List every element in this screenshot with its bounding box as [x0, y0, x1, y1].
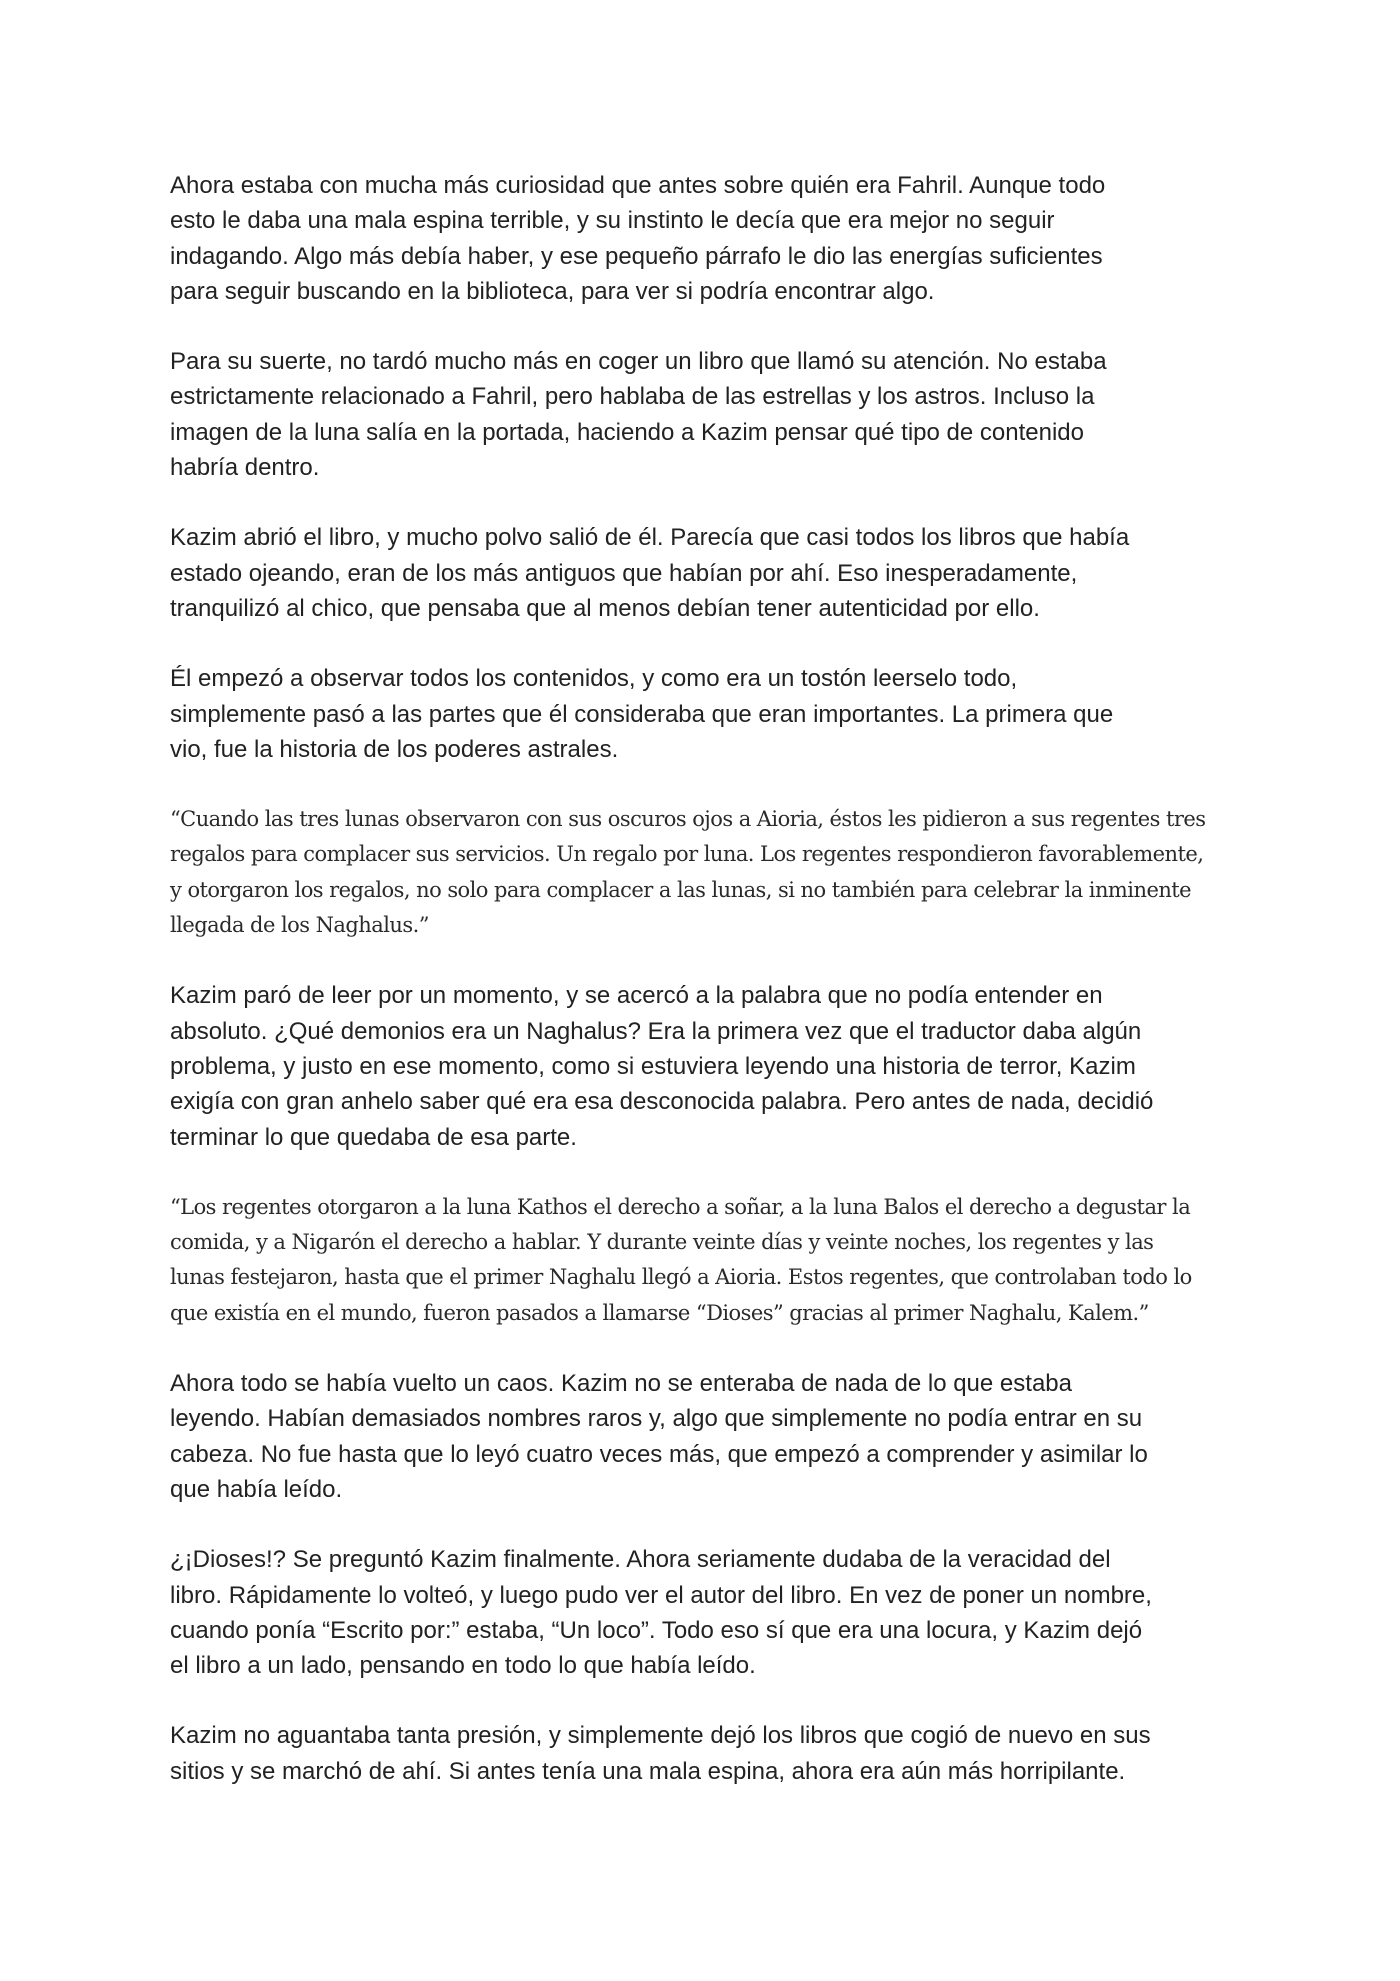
paragraph-2: Para su suerte, no tardó mucho más en coger un libro que llamó su atención. No estaba estrictamente relacionado a Fahril, pero hablaba de las estrellas y los astros. Incluso la imagen de la luna salía en la portada, haciendo a Kazim pensar qué tipo de contenido habría dentro.	[170, 348, 1107, 482]
paragraph-4: Él empezó a observar todos los contenidos, y como era un tostón leerselo todo, simplemente pasó a las partes que él consideraba que eran importantes. La primera que vio, fue la historia de los poderes astrales.	[170, 665, 1114, 763]
paragraph-3: Kazim abrió el libro, y mucho polvo salió de él. Parecía que casi todos los libros que había estado ojeando, eran de los más antiguos que habían por ahí. Eso inesperadamente, tranquilizó al chico, que pensaba que al menos debían tener autenticidad por ello.	[170, 524, 1130, 622]
paragraph-6: Ahora todo se había vuelto un caos. Kazim no se enteraba de nada de lo que estaba leyendo. Habían demasiados nombres raros y, algo que simplemente no podía entrar en su cabeza. No fue hasta que lo leyó cuatro veces más, que empezó a comprender y asimilar lo que había leído.	[170, 1370, 1148, 1503]
paragraph-1: Ahora estaba con mucha más curiosidad que antes sobre quién era Fahril. Aunque todo esto le daba una mala espina terrible, y su instinto le decía que era mejor no seguir indagando. Algo más debía haber, y ese pequeño párrafo le dio las energías suficientes para seguir buscando en la biblioteca, para ver si podría encontrar algo.	[170, 172, 1106, 305]
quote-paragraph-2: “Los regentes otorgaron a la luna Kathos el derecho a soñar, a la luna Balos el derecho a degustar la comida, y a Nigarón el derecho a hablar. Y durante veinte días y veinte noches, los regentes y las lunas festejaron, hasta que el primer Naghalu llegó a Aioria. Estos regentes, que controlaban todo lo que existía en el mundo, fueron pasados a llamarse “Dioses” gracias al primer Naghalu, Kalem.”	[170, 1194, 1192, 1325]
paragraph-8: Kazim no aguantaba tanta presión, y simplemente dejó los libros que cogió de nuevo en sus sitios y se marchó de ahí. Si antes tenía una mala espina, ahora era aún más horripilante.	[170, 1722, 1151, 1785]
quote-paragraph-1: “Cuando las tres lunas observaron con sus oscuros ojos a Aioria, éstos les pidieron a sus regentes tres regalos para complacer sus servicios. Un regalo por luna. Los regentes respondieron favorablemente, y otorgaron los regalos, no solo para complacer a las lunas, si no también para celebrar la inminente llegada de los Naghalus.”	[170, 807, 1206, 938]
document-page	[170, 168, 1250, 1824]
paragraph-7: ¿¡Dioses!? Se preguntó Kazim finalmente. Ahora seriamente dudaba de la veracidad del libro. Rápidamente lo volteó, y luego pudo ver el autor del libro. En vez de poner un nombre, cuando ponía “Escrito por:” estaba, “Un loco”. Todo eso sí que era una locura, y Kazim dejó el libro a un lado, pensando en todo lo que había leído.	[170, 1546, 1152, 1680]
paragraph-5: Kazim paró de leer por un momento, y se acercó a la palabra que no podía entender en absoluto. ¿Qué demonios era un Naghalus? Era la primera vez que el traductor daba algún problema, y justo en ese momento, como si estuviera leyendo una historia de terror, Kazim exigía con gran anhelo saber qué era esa desconocida palabra. Pero antes de nada, decidió terminar lo que quedaba de esa parte.	[170, 982, 1154, 1151]
